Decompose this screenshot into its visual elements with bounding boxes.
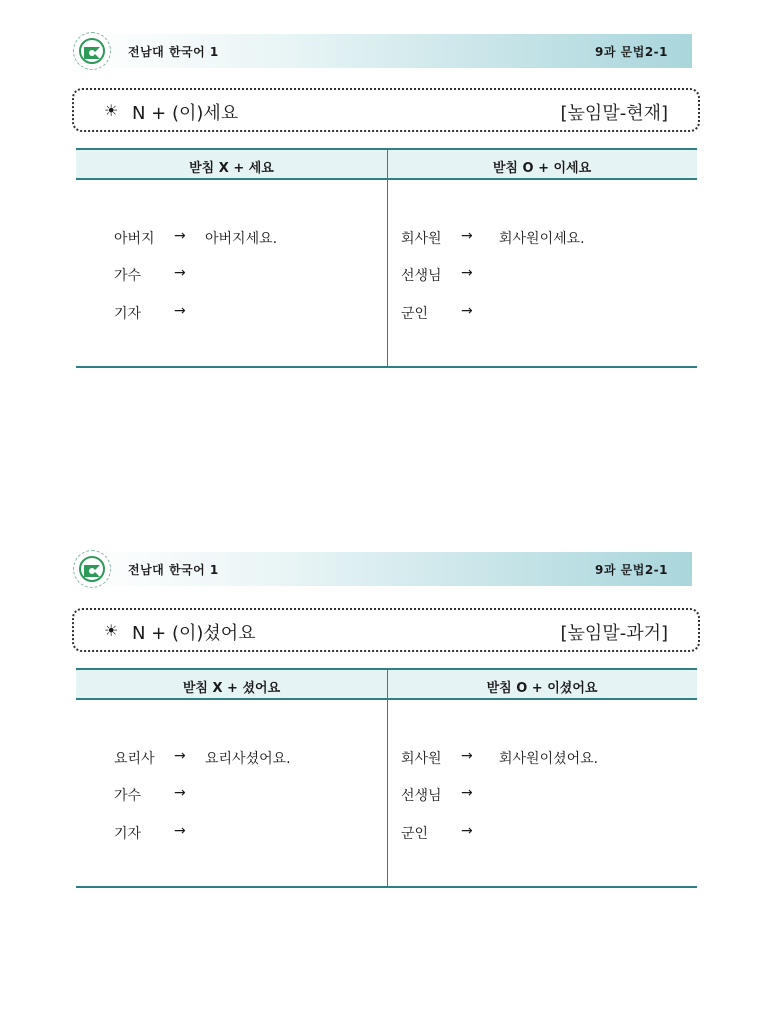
example-word: 군인 [401,306,429,322]
arrow-icon: → [174,303,186,319]
arrow-icon: → [461,265,473,281]
table-bottom-border [76,886,697,888]
grammar-title-box [72,88,700,132]
example-word: 가수 [114,788,142,804]
school-course-label: 전남대 한국어 1 [128,563,219,577]
arrow-icon: → [461,785,473,801]
grammar-tag: [높임말-현재] [560,103,668,124]
grammar-card-past [0,552,768,892]
arrow-icon: → [174,785,186,801]
example-word: 기자 [114,306,142,322]
example-word: 선생님 [401,268,442,284]
grammar-title-box [72,608,700,652]
lesson-label: 9과 문법2-1 [595,45,668,59]
university-logo-icon [73,32,111,70]
example-word: 가수 [114,268,142,284]
arrow-icon: → [174,228,186,244]
example-word: 군인 [401,826,429,842]
column-divider [387,668,388,888]
arrow-icon: → [174,265,186,281]
header-no-batchim: 받침 X + 세요 [189,161,274,176]
example-word: 요리사 [114,751,155,767]
grammar-table [76,668,697,890]
sun-icon: ☀ [104,101,119,120]
grammar-table [76,148,697,370]
example-word: 회사원 [401,231,442,247]
grammar-card-present [0,34,768,374]
header-banner [76,552,692,586]
arrow-icon: → [174,748,186,764]
example-answer: 아버지세요. [205,231,278,247]
example-word: 회사원 [401,751,442,767]
example-word: 선생님 [401,788,442,804]
header-with-batchim: 받침 O + 이셨어요 [486,681,598,696]
grammar-tag: [높임말-과거] [560,623,668,644]
university-logo-icon [73,550,111,588]
column-divider [387,148,388,368]
example-word: 아버지 [114,231,155,247]
grammar-pattern: N + (이)세요 [132,103,239,124]
header-with-batchim: 받침 O + 이세요 [492,161,592,176]
lesson-label: 9과 문법2-1 [595,563,668,577]
arrow-icon: → [461,823,473,839]
arrow-icon: → [461,303,473,319]
example-answer: 회사원이셨어요. [499,751,599,767]
example-answer: 요리사셨어요. [205,751,291,767]
header-banner [76,34,692,68]
arrow-icon: → [461,748,473,764]
grammar-pattern: N + (이)셨어요 [132,623,256,644]
arrow-icon: → [174,823,186,839]
arrow-icon: → [461,228,473,244]
sun-icon: ☀ [104,621,119,640]
table-bottom-border [76,366,697,368]
example-word: 기자 [114,826,142,842]
school-course-label: 전남대 한국어 1 [128,45,219,59]
example-answer: 회사원이세요. [499,231,585,247]
header-no-batchim: 받침 X + 셨어요 [182,681,281,696]
